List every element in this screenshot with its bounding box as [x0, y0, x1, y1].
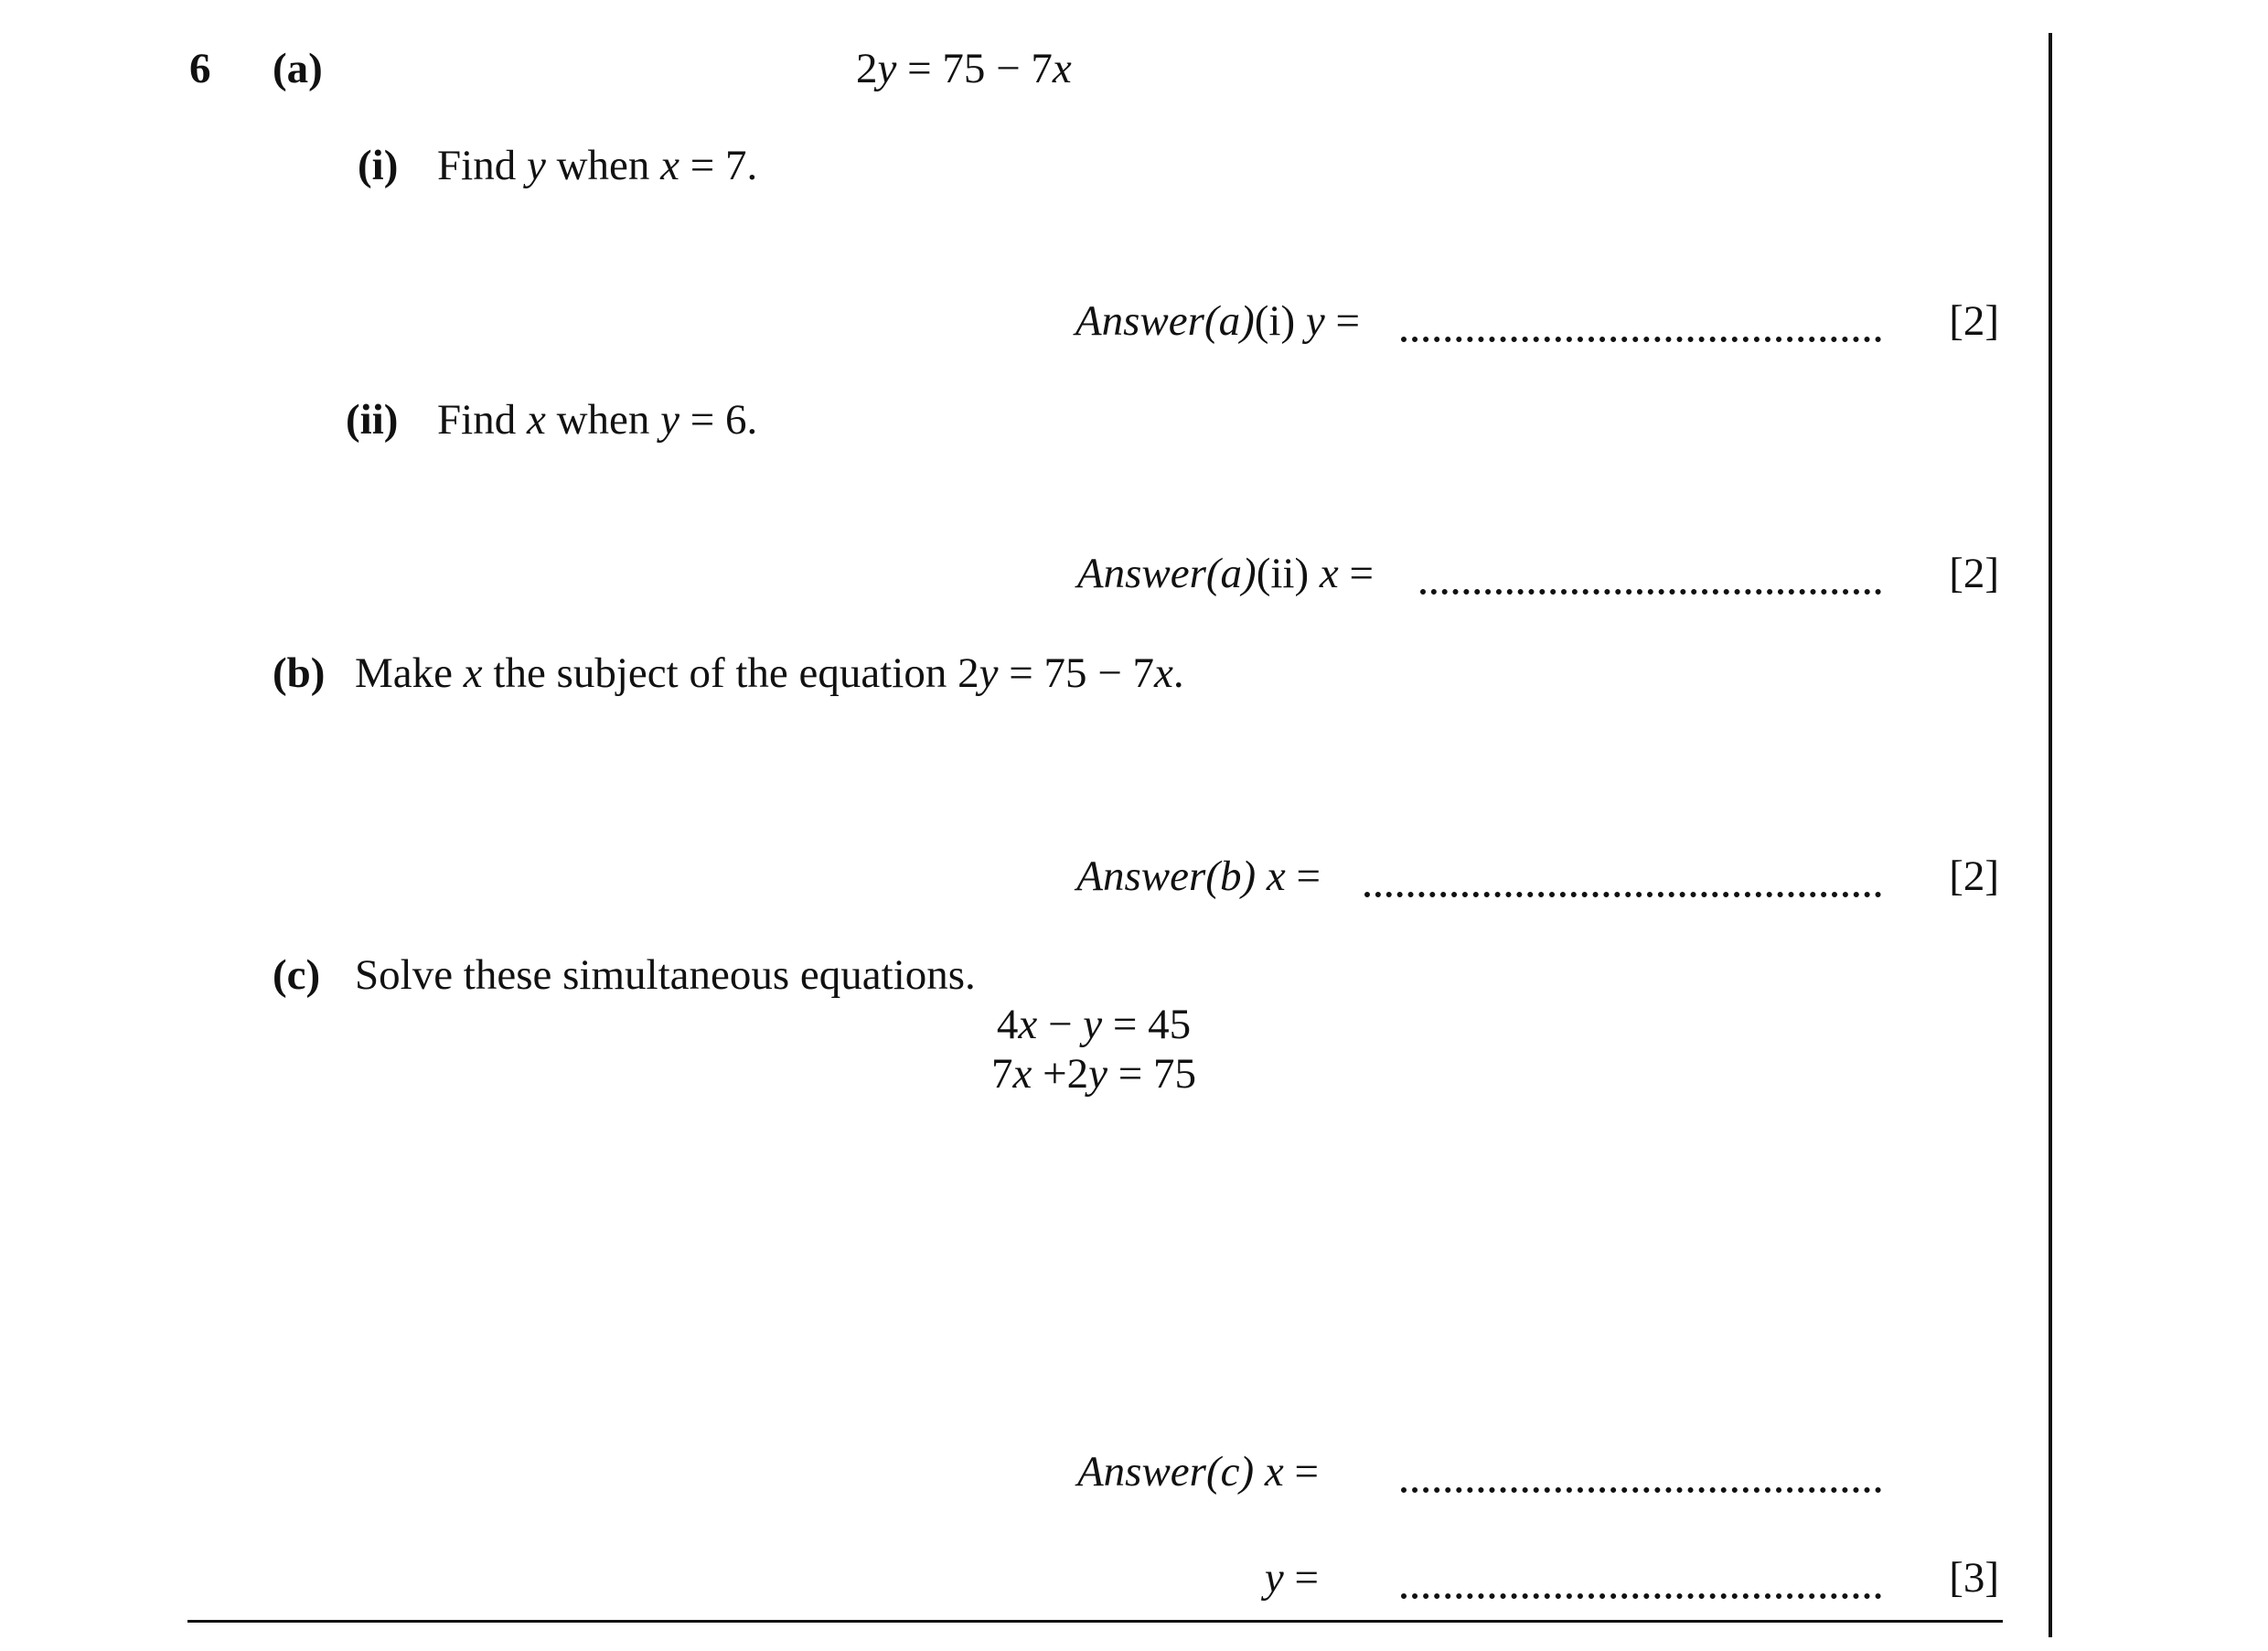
eq2-var-x: x — [1012, 1050, 1032, 1098]
answer-b-label — [772, 852, 1321, 900]
answer-eq: = — [1285, 852, 1321, 900]
sub-ii-label: (ii) — [346, 396, 399, 444]
sub-ii-text-1: Find — [437, 396, 527, 444]
answer-prefix: Answer(c) — [1076, 1448, 1265, 1496]
sub-ii-var-1: x — [526, 396, 546, 444]
answer-var-y: y — [1264, 1554, 1284, 1602]
answer-a-ii-field[interactable] — [1420, 589, 1881, 595]
answer-var: x — [1266, 852, 1286, 900]
eq-coef: 2 — [856, 45, 878, 92]
answer-prefix: Answer(a) — [1075, 297, 1255, 345]
part-a-equation — [856, 45, 1072, 92]
answer-c-x-field[interactable] — [1401, 1487, 1881, 1493]
simultaneous-equation-2 — [819, 1050, 1368, 1098]
answer-prefix: Answer(b) — [1076, 852, 1267, 900]
eq2-c: = 75 — [1107, 1050, 1197, 1098]
part-b-var-3: x — [1154, 649, 1173, 697]
eq1-a: 4 — [996, 1001, 1019, 1048]
sub-i-text-2: when — [545, 142, 661, 189]
answer-eq: = — [1338, 550, 1374, 597]
sub-ii-var-2: y — [660, 396, 680, 444]
question-number: 6 — [189, 45, 211, 92]
answer-c-y-field[interactable] — [1401, 1593, 1881, 1599]
answer-b-field[interactable] — [1364, 892, 1881, 897]
part-b-text-1: Make — [355, 649, 464, 697]
eq1-var-x: x — [1018, 1001, 1038, 1048]
answer-a-i-field[interactable] — [1401, 337, 1881, 342]
part-a-label: (a) — [273, 45, 323, 92]
answer-a-i-label — [811, 297, 1360, 345]
eq2-a: 7 — [990, 1050, 1013, 1098]
sub-i-text-3: = 7. — [679, 142, 758, 189]
eq2-b: +2 — [1032, 1050, 1089, 1098]
answer-c-x-label — [770, 1448, 1319, 1496]
part-b-text-2: the subject of the equation 2 — [482, 649, 979, 697]
part-b-var-1: x — [463, 649, 483, 697]
part-b-label: (b) — [273, 649, 326, 697]
answer-eq: = — [1324, 297, 1360, 345]
simultaneous-equation-1 — [819, 1003, 1368, 1046]
marks-b: [2] — [1949, 852, 1999, 900]
answer-eq-y: = — [1283, 1554, 1319, 1602]
marks-a-i: [2] — [1949, 297, 1999, 345]
eq-var-x: x — [1052, 45, 1072, 92]
sub-ii-text-2: when — [545, 396, 661, 444]
sub-i-var-1: y — [526, 142, 546, 189]
answer-part: (ii) — [1256, 550, 1320, 597]
sub-i-var-2: x — [660, 142, 680, 189]
eq1-b: − — [1037, 1001, 1084, 1048]
answer-c-y-label — [770, 1554, 1319, 1602]
eq-rhs: = 75 − 7 — [896, 45, 1053, 92]
answer-var-x: x — [1264, 1448, 1284, 1496]
part-b-question — [355, 649, 1184, 697]
part-b-var-2: y — [979, 649, 999, 697]
answer-var: x — [1319, 550, 1339, 597]
sub-i-label: (i) — [358, 142, 399, 189]
answer-prefix: Answer(a) — [1076, 550, 1257, 597]
sub-i-question — [437, 142, 758, 189]
answer-part: (i) — [1254, 297, 1306, 345]
sub-i-text-1: Find — [437, 142, 527, 189]
answer-a-ii-label — [825, 552, 1374, 595]
bottom-rule — [187, 1620, 2003, 1623]
eq-var-y: y — [877, 45, 897, 92]
part-c-question: Solve these simultaneous equations. — [355, 951, 976, 999]
eq1-var-y: y — [1083, 1001, 1103, 1048]
eq1-c: = 45 — [1102, 1001, 1192, 1048]
marks-a-ii: [2] — [1949, 550, 1999, 597]
marks-c: [3] — [1949, 1554, 1999, 1602]
part-b-text-3: = 75 − 7 — [998, 649, 1154, 697]
part-c-label: (c) — [273, 951, 321, 999]
sub-ii-text-3: = 6. — [679, 396, 758, 444]
part-b-text-4: . — [1172, 649, 1184, 697]
answer-var: y — [1305, 297, 1325, 345]
eq2-var-y: y — [1088, 1050, 1107, 1098]
margin-rule — [2049, 33, 2052, 1637]
answer-eq-x: = — [1283, 1448, 1319, 1496]
sub-ii-question — [437, 396, 758, 444]
